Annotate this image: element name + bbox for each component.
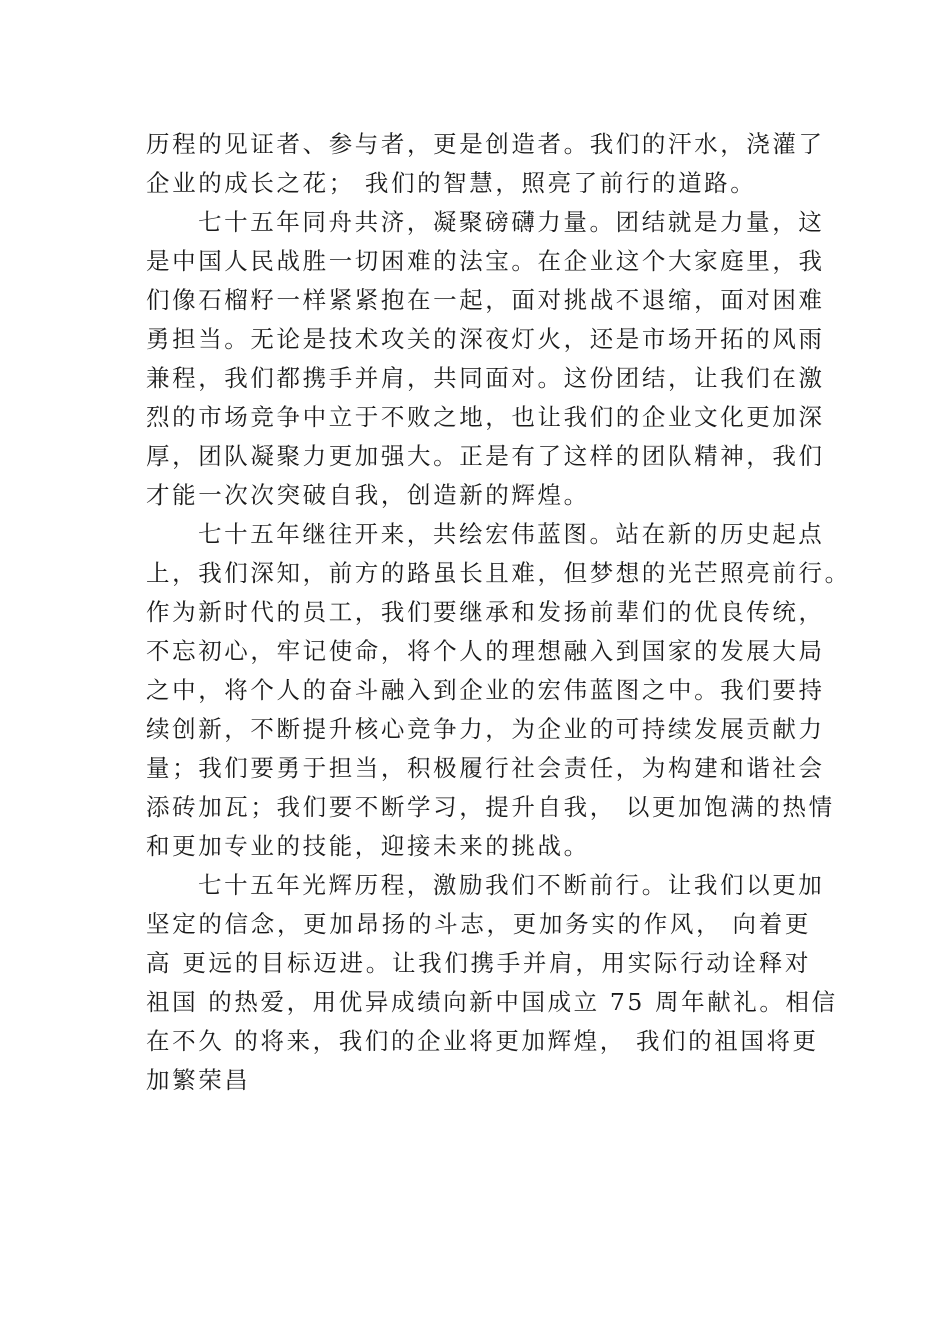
paragraph-line: 才能一次次突破自我，创造新的辉煌。 xyxy=(146,481,590,509)
paragraph-3 xyxy=(146,515,851,866)
paragraph-line: 勇担当。无论是技术攻关的深夜灯火，还是市场开拓的风雨 xyxy=(146,325,825,353)
paragraph-line: 是中国人民战胜一切困难的法宝。在企业这个大家庭里，我 xyxy=(146,247,825,275)
paragraph-line: 加繁荣昌 xyxy=(146,1066,251,1094)
paragraph-line: 坚定的信念，更加昂扬的斗志，更加务实的作风， 向着更 xyxy=(146,910,811,938)
paragraph-line: 厚，团队凝聚力更加强大。正是有了这样的团队精神，我们 xyxy=(146,442,825,470)
paragraph-line: 七十五年同舟共济，凝聚磅礴力量。团结就是力量，这 xyxy=(198,208,825,236)
paragraph-line: 企业的成长之花； 我们的智慧，照亮了前行的道路。 xyxy=(146,169,757,197)
paragraph-line: 们像石榴籽一样紧紧抱在一起，面对挑战不退缩，面对困难 xyxy=(146,286,825,314)
paragraph-line: 不忘初心，牢记使命，将个人的理想融入到国家的发展大局 xyxy=(146,637,825,665)
paragraph-2 xyxy=(146,203,825,515)
paragraph-line: 七十五年继往开来，共绘宏伟蓝图。站在新的历史起点 xyxy=(198,520,825,548)
paragraph-line: 烈的市场竞争中立于不败之地，也让我们的企业文化更加深 xyxy=(146,403,825,431)
paragraph-line: 续创新，不断提升核心竞争力，为企业的可持续发展贡献力 xyxy=(146,715,825,743)
paragraph-line: 七十五年光辉历程，激励我们不断前行。让我们以更加 xyxy=(198,871,825,899)
paragraph-line: 历程的见证者、参与者，更是创造者。我们的汗水，浇灌了 xyxy=(146,130,825,158)
paragraph-4 xyxy=(146,866,838,1100)
paragraph-line: 之中，将个人的奋斗融入到企业的宏伟蓝图之中。我们要持 xyxy=(146,676,825,704)
paragraph-line: 量；我们要勇于担当，积极履行社会责任，为构建和谐社会 xyxy=(146,754,825,782)
paragraph-line: 和更加专业的技能，迎接未来的挑战。 xyxy=(146,832,590,860)
paragraph-line: 祖国 的热爱，用优异成绩向新中国成立 75 周年献礼。相信 xyxy=(146,988,838,1016)
paragraph-line: 在不久 的将来，我们的企业将更加辉煌， 我们的祖国将更 xyxy=(146,1027,819,1055)
paragraph-line: 作为新时代的员工，我们要继承和发扬前辈们的优良传统， xyxy=(146,598,825,626)
paragraph-line: 添砖加瓦；我们要不断学习，提升自我， 以更加饱满的热情 xyxy=(146,793,835,821)
paragraph-line: 高 更远的目标迈进。让我们携手并肩，用实际行动诠释对 xyxy=(146,949,811,977)
paragraph-line: 上，我们深知，前方的路虽长且难，但梦想的光芒照亮前行。 xyxy=(146,559,851,587)
document-body xyxy=(146,125,851,1100)
paragraph-1 xyxy=(146,125,825,203)
paragraph-line: 兼程，我们都携手并肩，共同面对。这份团结，让我们在激 xyxy=(146,364,825,392)
